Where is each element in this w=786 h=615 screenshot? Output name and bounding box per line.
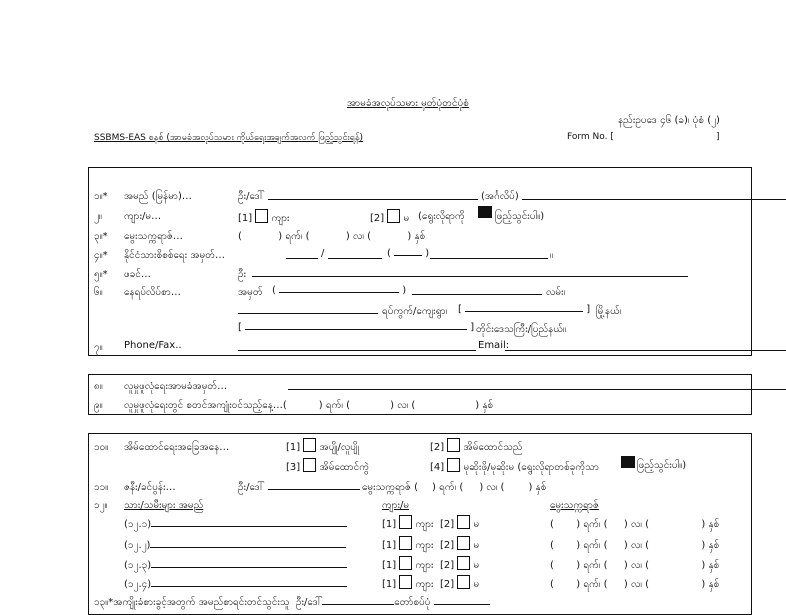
row-number: ၆။ [94,287,103,298]
house-field: ( ) [272,285,407,296]
marital-widowed-option: [4] မုဆိုးဖို/မုဆိုးမ (ရွေးလိုရာတစ်ခုကိုသာ [430,458,599,475]
marital-label: အိမ်ထောင်ရေးအခြေအနေ… [124,442,230,453]
row-number: ၁၂။ [94,500,108,511]
child-row: (၁၂.၂) [124,538,346,553]
child-sex: [1] ကျား [2] မ [382,536,479,553]
row-number: ၃။* [94,231,108,242]
father-name-field[interactable] [252,276,688,277]
spouse-label: ဇနီး/ခင်ပွန်း… [124,482,176,493]
english-label: (အင်္ဂလိပ်) [481,191,519,202]
name-label: အမည် (မြန်မာ)… [124,191,192,202]
spouse-name-field[interactable] [268,489,360,490]
email-label: Email: [478,340,510,351]
divorced-checkbox[interactable] [303,458,316,472]
spouse-prefix: ဦး/ဒေါ် [238,482,265,493]
child-row: (၁၂.၃) [124,558,347,573]
married-checkbox[interactable] [447,438,460,452]
widowed-checkbox[interactable] [447,458,460,472]
child-dob: ( ) ရက်၊ ( ) လ၊ ( ) နှစ် [550,519,720,530]
street-label: လမ်း၊ [546,287,566,298]
nrc-number-field[interactable] [430,258,548,259]
row-number: ၅။* [94,269,108,280]
child-male-checkbox[interactable] [399,575,412,589]
child-dob: ( ) ရက်၊ ( ) လ၊ ( ) နှစ် [550,540,720,551]
child-female-checkbox[interactable] [457,536,470,550]
father-label: ဖခင်… [124,269,151,280]
nrc-end: ။ [550,250,554,261]
sex-note-end: ဖြည့်သွင်းပါ။) [495,211,545,222]
child-dob: ( ) ရက်၊ ( ) လ၊ ( ) နှစ် [550,579,720,590]
law-reference: နည်းဥပဒေ ၄၆ (ခ)၊ ပုံစံ (၂) [618,115,720,126]
marital-married-option: [2] အိမ်ထောင်သည် [430,438,523,455]
child-sex: [1] ကျား [2] မ [382,515,479,532]
child-male-checkbox[interactable] [399,515,412,529]
row-number: ၁။* [94,191,108,202]
child-dob: ( ) ရက်၊ ( ) လ၊ ( ) နှစ် [550,560,720,571]
single-checkbox[interactable] [303,438,316,452]
english-name-field[interactable] [522,199,786,200]
marital-divorced-option: [3] အိမ်ထောင်ကွဲ [286,458,369,475]
female-checkbox[interactable] [387,209,400,223]
row-number: ၁၁။ [94,482,109,493]
child-sex: [1] ကျား [2] မ [382,556,479,573]
form-code: SSBMS-EAS စနစ် (အာမခံအလုပ်သမား ကိုယ်ရေးအချက်အလက် ဖြည့်သွင်းရန်) [94,133,364,143]
children-dob-header: မွေးသက္ကရာဇ် [550,500,599,511]
form-no-close: ] [716,132,720,142]
row-number: ၄။* [94,250,108,261]
nrc-state-field[interactable] [286,258,318,259]
phone-field[interactable] [238,350,476,351]
ward-field[interactable] [238,313,378,314]
child-male-checkbox[interactable] [399,536,412,550]
child-sex: [1] ကျား [2] မ [382,575,479,592]
ssb-number-field[interactable] [288,389,786,390]
sex-note: (ရွေးလိုရာကို [418,211,465,222]
row-number: ၉။ [94,400,103,411]
nrc-slash: / [321,248,325,259]
filled-box-sample [478,206,492,218]
male-checkbox[interactable] [255,209,268,223]
form-title: အာမခံအလုပ်သမား မှတ်ပုံတင်ပုံစံ [347,98,469,109]
house-label: အမှတ် [238,287,263,298]
spouse-dob: မွေးသက္ကရာဇ် ( ) ရက်၊ ( ) လ၊ ( ) နှစ် [362,482,547,493]
child-row: (၁၂.၁) [124,517,347,532]
sex-male-option: [1] ကျား [238,209,290,226]
child-male-checkbox[interactable] [399,556,412,570]
ssb-start-date: လူမှုဖူလုံရေးတွင် စတင်အကျုံးဝင်သည့်နေ့…( ) ရက်၊ ( ) လ၊ ( ) နှစ် [124,400,494,411]
child-row: (၁၂.၄) [124,577,347,592]
children-label: သား/သမီးများ အမည် [124,500,204,511]
child-female-checkbox[interactable] [457,556,470,570]
email-field[interactable] [505,350,786,351]
form-no-label: Form No. [ [567,132,614,142]
township-field: [ ] [458,304,591,315]
row-number: ၂။ [94,211,102,222]
phone-label: Phone/Fax.. [124,340,182,351]
nrc-type-field[interactable]: ( ) [387,248,430,259]
row-number: ၁၀။ [94,442,109,453]
ward-label: ရပ်ကွက်/ကျေးရွာ၊ [382,306,448,317]
dob-fields: ( ) ရက်၊ ( ) လ၊ ( ) နှစ် [238,231,426,242]
row-number: ၇။ [94,342,103,353]
sex-female-option: [2] မ [370,209,409,226]
filled-box-sample [621,456,635,468]
dob-label: မွေးသက္ကရာဇ်… [124,231,183,242]
beneficiary-row: ၁၃။*အကျိုးခံစားခွင့်အတွက် အမည်စာရင်းတင်သွင်းသူ ဦး/ဒေါ် တော်စပ်ပုံ [94,595,490,610]
myanmar-name-field[interactable] [268,199,478,200]
child-female-checkbox[interactable] [457,575,470,589]
nrc-label: နိုင်ငံသားစိစစ်ရေး အမှတ်… [124,250,225,261]
marital-single-option: [1] အပျို/လူပျို [286,438,359,455]
nrc-township-field[interactable] [328,258,382,259]
region-label: တိုင်းဒေသကြီး/ပြည်နယ်။ [476,324,567,335]
street-field[interactable] [412,294,542,295]
father-prefix: ဦး [238,269,247,280]
row-number: ၈။ [94,381,103,392]
region-field: [ ] [238,322,475,333]
honorific-prefix: ဦး/ဒေါ် [238,191,265,202]
sex-label: ကျား/မ… [124,211,162,222]
child-female-checkbox[interactable] [457,515,470,529]
marital-note-end: ဖြည့်သွင်းပါ။) [637,460,687,471]
address-label: နေရပ်လိပ်စာ… [124,287,181,298]
children-sex-header: ကျား/မ [382,500,410,511]
township-label: မြို့နယ်၊ [596,306,622,317]
ssb-number-label: လူမှုဖူလုံရေးအာမခံအမှတ်… [124,381,228,392]
